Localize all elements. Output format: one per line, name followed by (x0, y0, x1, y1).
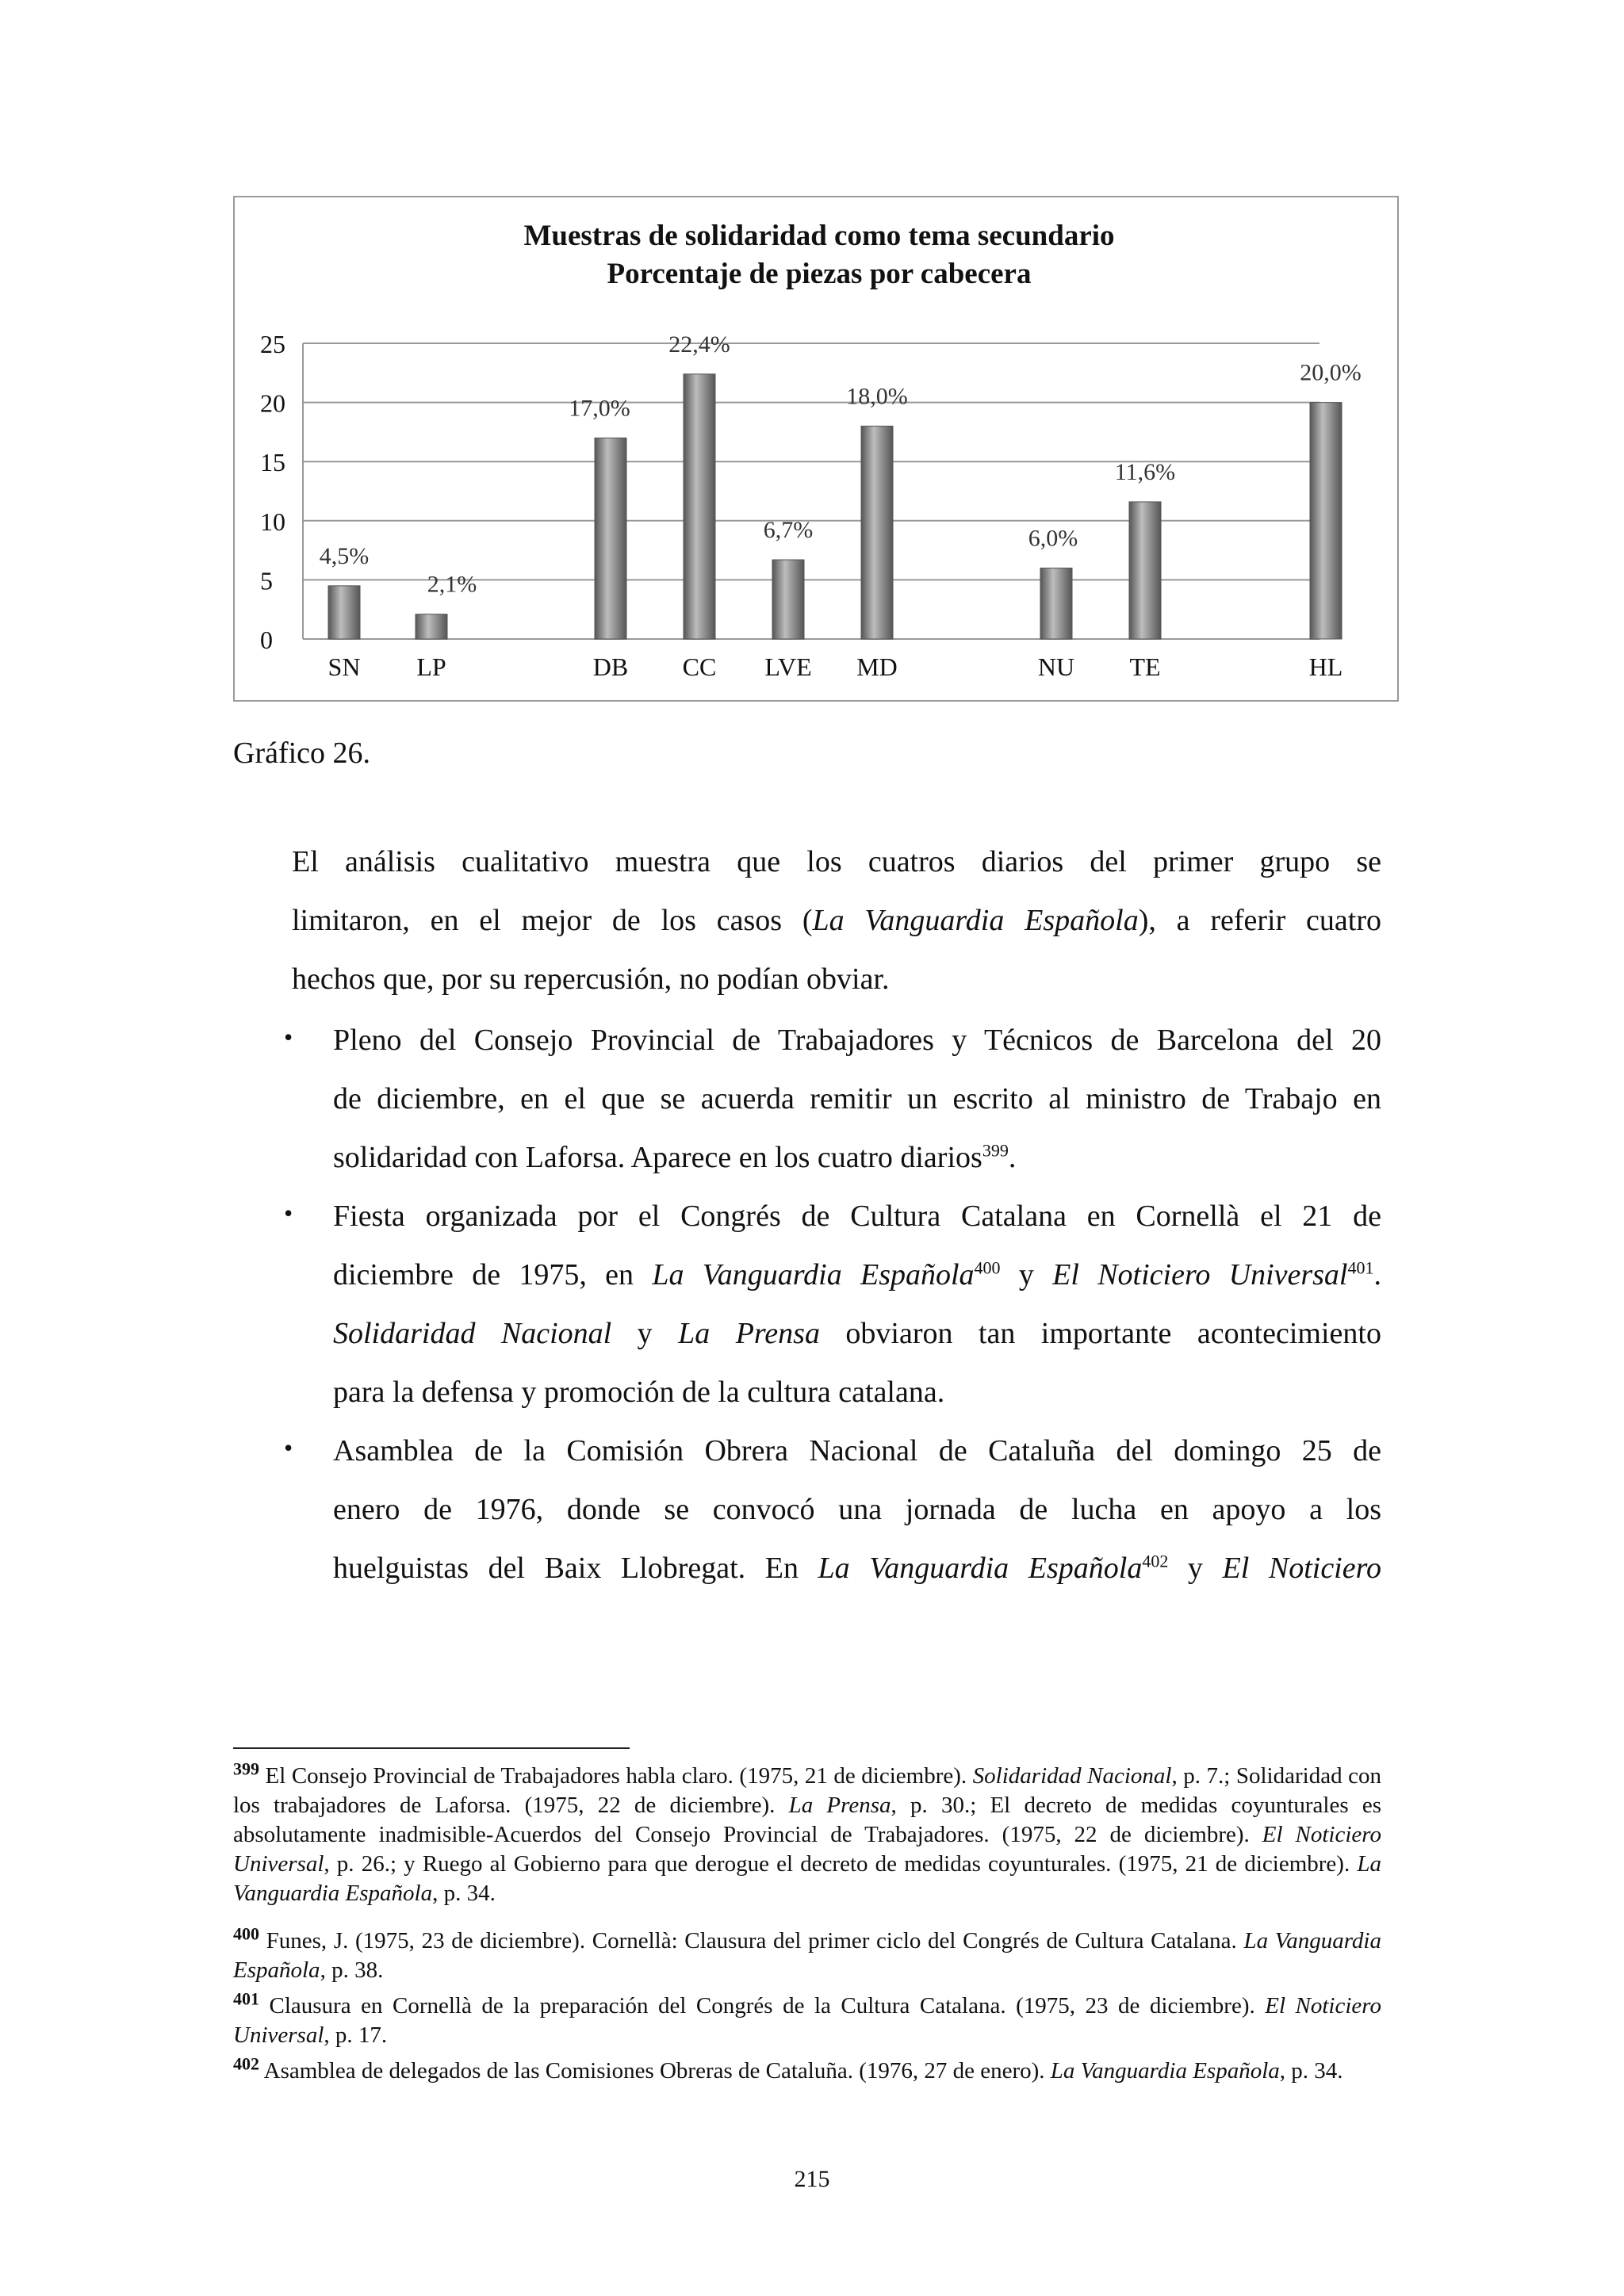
bar-MD (861, 426, 893, 639)
data-label-DB: 17,0% (569, 395, 630, 422)
y-tick-label: 15 (260, 448, 285, 477)
bullet-2-line-3: Solidaridad Nacional y La Prensa obviaron tan importante acontecimiento (333, 1317, 1381, 1350)
y-tick-label: 0 (260, 626, 273, 654)
x-tick-label-LVE: LVE (764, 652, 812, 681)
bullet-marker-3: • (284, 1433, 293, 1462)
paragraph-line-1: El análisis cualitativo muestra que los cuatros diarios del primer grupo se (292, 845, 1381, 878)
figure-caption: Gráfico 26. (233, 737, 371, 770)
page-number: 215 (794, 2166, 830, 2192)
footnote-separator (233, 1747, 630, 1749)
y-tick-label: 5 (260, 566, 273, 595)
x-axis-ticks (328, 652, 1343, 681)
data-label-CC: 22,4% (668, 331, 730, 358)
bullet-3-line-3: huelguistas del Baix Llobregat. En La Vanguardia Española$^{402}$ y El Noticiero (333, 1551, 1381, 1585)
bar-HL (1310, 403, 1342, 639)
data-label-SN: 4,5% (319, 542, 370, 569)
x-tick-label-CC: CC (682, 652, 717, 681)
paragraph-line-2: limitaron, en el mejor de los casos (La Vanguardia Española), a referir cuatro (292, 904, 1381, 937)
chart-container (233, 196, 1399, 702)
y-tick-label: 10 (260, 507, 285, 536)
x-tick-label-DB: DB (592, 652, 629, 681)
bar-NU (1040, 568, 1072, 639)
chart-subtitle: Porcentaje de piezas por cabecera (607, 258, 1032, 290)
x-tick-label-HL: HL (1308, 652, 1343, 681)
data-label-MD: 18,0% (846, 383, 908, 410)
bullet-3-line-2: enero de 1976, donde se convocó una jornada de lucha en apoyo a los (333, 1493, 1381, 1526)
y-axis-ticks (260, 330, 285, 654)
bar-SN (328, 586, 360, 639)
footnote-ref-402[interactable]: 402 (1142, 1551, 1169, 1571)
footnote-ref-401[interactable]: 401 (1347, 1257, 1374, 1278)
bars (328, 374, 1342, 639)
footnote-402: $^{402}$ Asamblea de delegados de las Comisiones Obreras de Cataluña. (1976, 27 de enero). La Vanguardia Española, p. 34. (233, 2053, 1343, 2084)
x-tick-label-SN: SN (327, 652, 361, 681)
chart-title: Muestras de solidaridad como tema secundario (523, 220, 1115, 252)
x-tick-label-NU: NU (1037, 652, 1075, 681)
bullet-marker-2: • (284, 1199, 293, 1227)
x-tick-label-TE: TE (1129, 652, 1161, 681)
x-tick-label-MD: MD (856, 652, 898, 681)
bullet-1-line-3: solidaridad con Laforsa. Aparece en los cuatro diarios$^{399}$. (333, 1140, 1017, 1174)
bullet-2-line-4: para la defensa y promoción de la cultura catalana. (333, 1376, 945, 1409)
data-label-HL: 20,0% (1300, 359, 1362, 386)
bullet-1-line-1: Pleno del Consejo Provincial de Trabajadores y Técnicos de Barcelona del 20 (333, 1024, 1381, 1057)
footnote-399: $^{399}$ El Consejo Provincial de Trabajadores habla claro. (1975, 21 de diciembre). Solidaridad Nacional, p. 7.; Solidaridad con los trabajadores de Laforsa. (1975, 22 de diciembre). La Prensa, p. 30.; El decreto de medidas coyunturales es absolutamente inadmisible-Acuerdos del Consejo Provincial de Trabajadores. (1975, 22 de diciembre). El Noticiero Universal, p. 26.; y Ruego al Gobierno para que derogue el decreto de medidas coyunturales. (1975, 21 de diciembre). La Vanguardia Española, p. 34. (233, 1758, 1381, 1906)
footnote-ref-399[interactable]: 399 (982, 1140, 1009, 1161)
data-label-LP: 2,1% (427, 571, 477, 598)
footnote-ref-400[interactable]: 400 (974, 1257, 1001, 1278)
bar-LVE (772, 560, 804, 639)
data-label-TE: 11,6% (1114, 458, 1176, 485)
bullet-marker-1: • (284, 1023, 293, 1051)
bar-chart (235, 197, 1397, 700)
bullet-3-line-1: Asamblea de la Comisión Obrera Nacional de Cataluña del domingo 25 de (333, 1434, 1381, 1468)
data-labels (320, 331, 1362, 598)
bar-DB (595, 438, 626, 639)
y-tick-label: 25 (260, 330, 285, 358)
footnote-401: $^{401}$ Clausura en Cornellà de la preparación del Congrés de la Cultura Catalana. (1975, 23 de diciembre). El Noticiero Universal, p. 17. (233, 1988, 1381, 2048)
data-label-LVE: 6,7% (763, 517, 814, 544)
bar-CC (684, 374, 715, 639)
bar-LP (416, 614, 447, 639)
bullet-1-line-2: de diciembre, en el que se acuerda remitir un escrito al ministro de Trabajo en (333, 1082, 1381, 1115)
x-tick-label-LP: LP (416, 652, 446, 681)
data-label-NU: 6,0% (1028, 525, 1078, 552)
bar-TE (1129, 502, 1161, 639)
y-tick-label: 20 (260, 388, 285, 418)
footnote-400: $^{400}$ Funes, J. (1975, 23 de diciembre). Cornellà: Clausura del primer ciclo del Congrés de Cultura Catalana. La Vanguardia Española, p. 38. (233, 1923, 1381, 1983)
bullet-2-line-1: Fiesta organizada por el Congrés de Cultura Catalana en Cornellà el 21 de (333, 1200, 1381, 1233)
bullet-2-line-2: diciembre de 1975, en La Vanguardia Española$^{400}$ y El Noticiero Universal$^{401}$. (333, 1257, 1381, 1292)
paragraph-line-3: hechos que, por su repercusión, no podían obviar. (292, 962, 890, 996)
